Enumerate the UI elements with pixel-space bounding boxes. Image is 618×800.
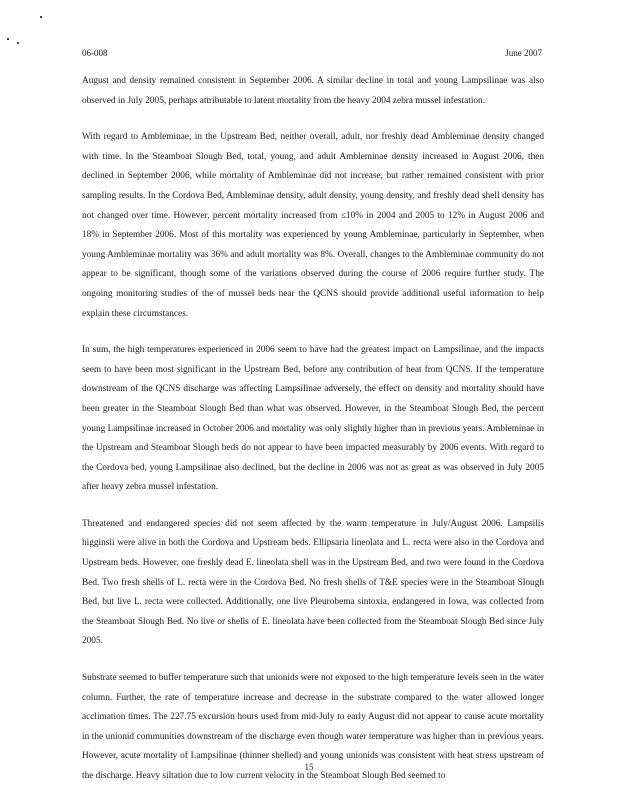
paragraph-lampsilinae-decline: August and density remained consistent in September 2006. A similar decline in total and young Lampsilinae was also observed in July 2005, perhaps attributable to latent mortality from the heavy 2004 zebra mussel infestation. bbox=[82, 76, 544, 106]
page-number: 15 bbox=[304, 762, 314, 772]
report-date: June 2007 bbox=[505, 48, 542, 58]
paragraph-substrate: Substrate seemed to buffer temperature such that unionids were not exposed to the high temperature levels seen in the water column. Further, the rate of temperature increase and decrease in the substrate compared to the water allowed longer acclimation times. The 227.75 excursion hours used from mid-July to early August did not appear to cause acute mortality in the unionid communities downstream of the discharge even though water temperature was higher than in previous years. However, acute mortality of Lampsilinae (thinner shelled) and young unionids was consistent with heat stress upstream of the discharge. Heavy siltation due to low current velocity in the Steamboat Slough Bed seemed to bbox=[82, 673, 544, 781]
paragraph-threatened-species: Threatened and endangered species did not seem affected by the warm temperature in July/August 2006. Lampsilis higginsii were alive in both the Cordova and Upstream beds. Ellipsaria lineolata and L. recta were also in the Cordova and Upstream beds. However, one freshly dead E. lineolata shell was in the Upstream Bed, and two were found in the Cordova Bed. Two fresh shells of L. recta were in the Cordova Bed. No fresh shells of T&E species were in the Steamboat Slough Bed, but live L. recta were collected. Additionally, one live Pleurobema sintoxia, endangered in Iowa, was collected from the Steamboat Slough Bed. No live or shells of E. lineolata have been collected from the Steamboat Slough Bed since July 2005. bbox=[82, 518, 544, 647]
scan-speck bbox=[17, 42, 19, 44]
paragraph-summary: In sum, the high temperatures experienced in 2006 seem to have had the greatest impact on Lampsilinae, and the impacts seem to have been most significant in the Upstream Bed, before any contribution of heat from QCNS. If the temperature downstream of the QCNS discharge was affecting Lampsilinae adversely, the effect on density and mortality should have been greater in the Steamboat Slough Bed than what was observed. However, in the Steamboat Slough Bed, the percent young Lampsilinae increased in October 2006 and mortality was only slightly higher than in previous years. Ambleminae in the Upstream and Steamboat Slough beds do not appear to have been impacted measurably by 2006 events. With regard to the Cordova bed, young Lampsilinae also declined, but the decline in 2006 was not as great as was observed in July 2005 after heavy zebra mussel infestation. bbox=[82, 345, 544, 493]
paragraph-ambleminae: With regard to Ambleminae, in the Upstream Bed, neither overall, adult, nor freshly dead Ambleminae density changed with time. In the Steamboat Slough Bed, total, young, and adult Ambleminae density increased in August 2006, then declined in September 2006, while mortality of Ambleminae did not increase, but rather remained consistent with prior sampling results. In the Cordova Bed, Ambleminae density, adult density, young density, and freshly dead shell density has not changed over time. However, percent mortality increased from ≤10% in 2004 and 2005 to 12% in August 2006 and 18% in September 2006. Most of this mortality was experienced by young Ambleminae, particularly in September, when young Ambleminae mortality was 36% and adult mortality was 8%. Overall, changes to the Ambleminae community do not appear to be significant, though some of the variations observed during the course of 2006 require further study. The ongoing monitoring studies of the of mussel beds near the QCNS should provide additional useful information to help explain these circumstances. bbox=[82, 132, 544, 319]
scan-speck bbox=[7, 38, 9, 40]
scan-speck bbox=[40, 16, 42, 18]
report-number: 06-008 bbox=[82, 48, 108, 58]
document-body bbox=[82, 72, 544, 800]
